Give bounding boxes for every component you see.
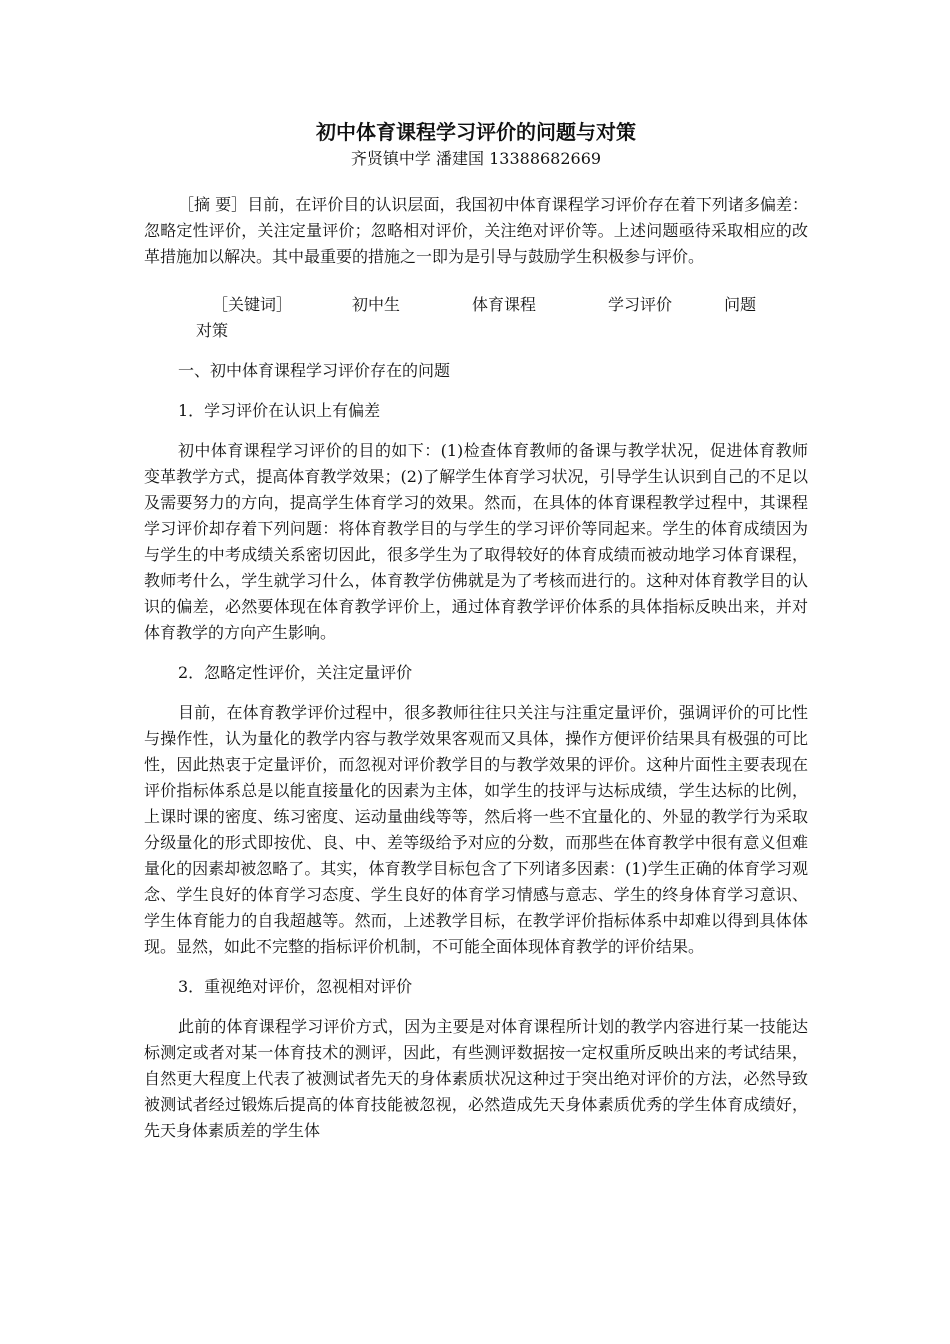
document-page [144,118,808,1144]
subsection-heading: 3．重视绝对评价，忽视相对评价 [178,977,413,996]
body-paragraph: 目前，在体育教学评价过程中，很多教师往往只关注与注重定量评价，强调评价的可比性与操作性，认为量化的教学内容与教学效果客观而又具体，操作方便评价结果具有极强的可比性，因此热衷于定量评价，而忽视对评价教学目的与教学效果的评价。这种片面性主要表现在评价指标体系总是以能直接量化的因素为主体，如学生的技评与达标成绩，学生达标的比例，上课时课的密度、练习密度、运动量曲线等等，然后将一些不宜量化的、外显的教学行为采取分级量化的形式即按优、良、中、差等级给予对应的分数，而那些在体育教学中很有意义但难量化的因素却被忽略了。其实，体育教学目标包含了下列诸多因素：(1)学生正确的体育学习观念、学生良好的体育学习态度、学生良好的体育学习情感与意志、学生的终身体育学习意识、学生体育能力的自我超越等。然而，上述教学目标，在教学评价指标体系中却难以得到具体体现。显然，如此不完整的指标评价机制，不可能全面体现体育教学的评价结果。 [144,703,808,956]
keyword: 初中生 [352,295,401,314]
keywords-line [144,292,808,344]
subsection-heading: 2．忽略定性评价，关注定量评价 [178,663,413,682]
keywords-label: ［关键词］ [212,295,293,314]
keyword: 对策 [196,321,229,340]
keyword: 问题 [724,295,757,314]
section-heading: 一、初中体育课程学习评价存在的问题 [178,361,451,380]
author-line: 齐贤镇中学 潘建国 13388682669 [350,149,602,168]
abstract-paragraph: ［摘 要］目前，在评价目的认识层面，我国初中体育课程学习评价存在着下列诸多偏差：忽略定性评价，关注定量评价；忽略相对评价，关注绝对评价等。上述问题亟待采取相应的改革措施加以解决。其中最重要的措施之一即为是引导与鼓励学生积极参与评价。 [144,195,808,266]
document-title: 初中体育课程学习评价的问题与对策 [316,120,636,144]
subsection-heading: 1．学习评价在认识上有偏差 [178,401,381,420]
body-paragraph: 此前的体育课程学习评价方式，因为主要是对体育课程所计划的教学内容进行某一技能达标测定或者对某一体育技术的测评，因此，有些测评数据按一定权重所反映出来的考试结果，自然更大程度上代表了被测试者先天的身体素质状况这种过于突出绝对评价的方法，必然导致被测试者经过锻炼后提高的体育技能被忽视，必然造成先天身体素质优秀的学生体育成绩好，先天身体素质差的学生体 [144,1017,808,1140]
keyword: 学习评价 [608,295,673,314]
body-paragraph: 初中体育课程学习评价的目的如下：(1)检查体育教师的备课与教学状况，促进体育教师变革教学方式，提高体育教学效果；(2)了解学生体育学习状况，引导学生认识到自己的不足以及需要努力的方向，提高学生体育学习的效果。然而，在具体的体育课程教学过程中，其课程学习评价却存着下列问题：将体育教学目的与学生的学习评价等同起来。学生的体育成绩因为与学生的中考成绩关系密切因此，很多学生为了取得较好的体育成绩而被动地学习体育课程，教师考什么，学生就学习什么，体育教学仿佛就是为了考核而进行的。这种对体育教学目的认识的偏差，必然要体现在体育教学评价上，通过体育教学评价体系的具体指标反映出来，并对体育教学的方向产生影响。 [144,441,808,642]
keyword: 体育课程 [472,295,537,314]
